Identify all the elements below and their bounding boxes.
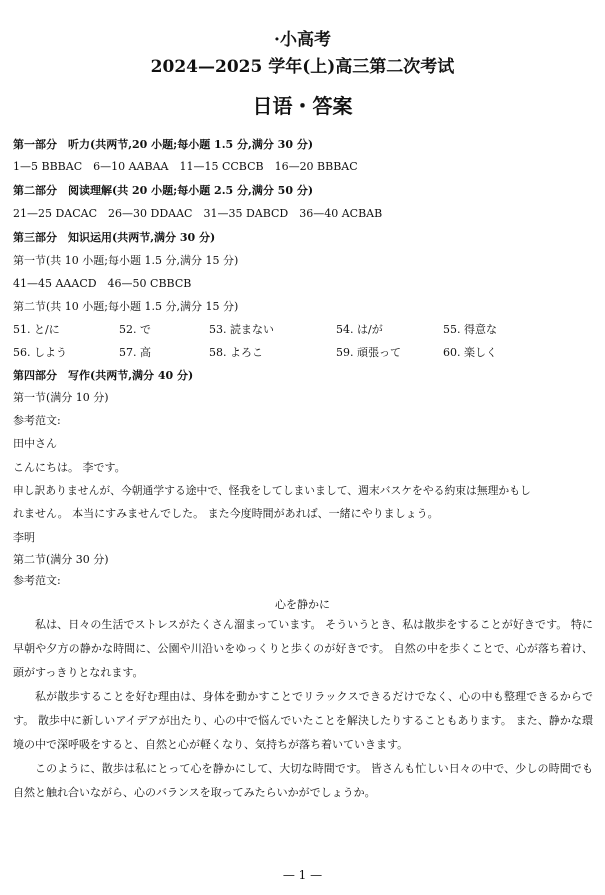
part4-section2-heading: 第二节(满分 30 分) xyxy=(13,553,109,566)
fill-answer-item: 54. は/が xyxy=(336,323,383,336)
part1-answers: 1—5 BBBAC 6—10 AABAA 11—15 CCBCB 16—20 BBBAC xyxy=(13,160,358,173)
part3-section1-answers: 41—45 AAACD 46—50 CBBCB xyxy=(13,277,192,290)
essay-paragraph: このように、散歩は私にとって心を静かにして、大切な時間です。 皆さんも忙しい日々の中で、少しの時間でも自然と触れ合いながら、心のバランスを取ってみたらいかがでしょうか。 xyxy=(13,762,593,799)
part2-answers: 21—25 DACAC 26—30 DDAAC 31—35 DABCD 36—40 ACBAB xyxy=(13,207,383,220)
fill-answer-item: 55. 得意な xyxy=(443,323,497,336)
fill-answer-item: 51. と/に xyxy=(13,323,60,336)
part3-section2-heading: 第二节(共 10 小题;每小题 1.5 分,满分 15 分) xyxy=(13,300,239,313)
letter-greeting: 田中さん xyxy=(13,437,57,450)
part1-heading: 第一部分 听力(共两节,20 小题;每小题 1.5 分,满分 30 分) xyxy=(13,138,314,151)
fill-answer-item: 59. 頑張って xyxy=(336,346,401,359)
fill-answer-item: 58. よろこ xyxy=(209,346,263,359)
part4-heading: 第四部分 写作(共两节,满分 40 分) xyxy=(13,369,194,382)
essay-paragraph: 私が散歩することを好む理由は、身体を動かすことでリラックスできるだけでなく、心の中も整理できるからです。 散歩中に新しいアイデアが出たり、心の中で悩んでいたことを解決したりすることもあります。 また、静かな環境の中で深呼吸をすると、自然と心が軽くなり、気持ちが落ち着いていきます。 xyxy=(13,690,593,751)
essay-title: 心を静かに xyxy=(275,598,330,611)
letter-intro: こんにちは。 李です。 xyxy=(13,461,126,474)
page-number: — 1 — xyxy=(282,868,323,882)
fill-answer-grid xyxy=(13,323,593,363)
fill-answer-item: 52. で xyxy=(119,323,151,336)
letter-signature: 李明 xyxy=(13,531,35,544)
letter-body-line: 申し訳ありませんが、今朝通学する途中で、怪我をしてしまいまして、週末バスケをやる約束は無理かもし xyxy=(13,484,531,497)
fill-answer-item: 57. 高 xyxy=(119,346,151,359)
letter-body-line: れません。 本当にすみませんでした。 また今度時間があれば、一緒にやりましょう。 xyxy=(13,507,439,520)
fill-answer-item: 53. 読まない xyxy=(209,323,274,336)
fill-answer-item: 56. しよう xyxy=(13,346,67,359)
brand-logo-text: ·小高考 xyxy=(274,30,331,50)
part4-section1-heading: 第一节(满分 10 分) xyxy=(13,391,109,404)
sample-label: 参考范文: xyxy=(13,574,61,587)
essay-paragraph: 私は、日々の生活でストレスがたくさん溜まっています。 そういうとき、私は散歩をすることが好きです。 特に早朝や夕方の静かな時間に、公園や川沿いをゆっくりと歩くのが好きです。 自然の中を歩くことで、心が落ち着け、頭がすっきりとなれます。 xyxy=(13,618,593,679)
part2-heading: 第二部分 阅读理解(共 20 小题;每小题 2.5 分,满分 50 分) xyxy=(13,184,314,197)
part3-heading: 第三部分 知识运用(共两节,满分 30 分) xyxy=(13,231,216,244)
answer-key-subtitle: 日语・答案 xyxy=(252,94,353,118)
fill-answer-item: 60. 楽しく xyxy=(443,346,497,359)
part3-section1-heading: 第一节(共 10 小题;每小题 1.5 分,满分 15 分) xyxy=(13,254,239,267)
exam-title: 2024—2025 学年(上)高三第二次考试 xyxy=(150,57,455,77)
sample-label: 参考范文: xyxy=(13,414,61,427)
